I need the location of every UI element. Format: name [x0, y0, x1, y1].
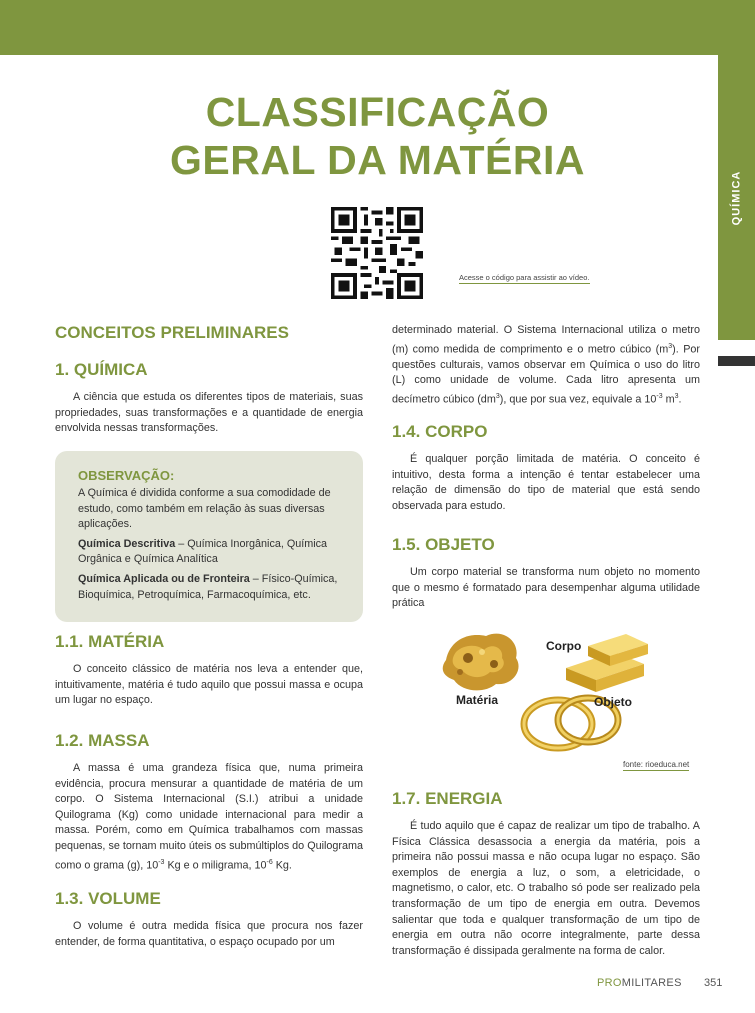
volume-cont-b: ). Por questões culturais, vamos observar em Química o uso do litro (L) como unidade de volume. Cada litro apresenta um decímetro cúbico (dm — [392, 343, 700, 406]
massa-sup-2: -6 — [266, 858, 273, 866]
volume-cont-c: ), que por sua vez, equivale a 10 — [499, 393, 657, 406]
volume-cont-a: determinado material. O Sistema Internacional utiliza o metro (m) como medida de comprimento e o metro cúbico (m — [392, 324, 700, 356]
title-line-2: GERAL DA MATÉRIA — [170, 137, 585, 183]
massa-sup-1: -3 — [158, 858, 165, 866]
heading-conceitos: CONCEITOS PRELIMINARES — [55, 323, 289, 342]
volume-cont-d: m — [662, 393, 675, 406]
heading-materia: 1.1. MATÉRIA — [55, 632, 165, 651]
paragraph-volume: O volume é outra medida física que procura nos fazer entender, de forma quantitativa, o espaço ocupado por um — [55, 920, 363, 948]
heading-massa: 1.2. MASSA — [55, 731, 150, 750]
observation-item-1 — [78, 537, 346, 568]
heading-objeto: 1.5. OBJETO — [392, 535, 495, 554]
term-aplicada: Química Aplicada ou de Fronteira — [78, 572, 250, 585]
heading-corpo: 1.4. CORPO — [392, 422, 488, 441]
gold-nugget-icon — [443, 634, 519, 691]
brand-pro: PRO — [597, 977, 622, 989]
heading-energia: 1.7. ENERGIA — [392, 789, 503, 808]
side-marker — [718, 356, 755, 366]
page-title — [100, 88, 655, 184]
side-tab — [718, 55, 755, 340]
heading-volume: 1.3. VOLUME — [55, 889, 161, 908]
term-descritiva: Química Descritiva — [78, 537, 176, 550]
matter-body-object-illustration — [438, 622, 658, 757]
page-number: 351 — [704, 977, 723, 989]
title-line-1: CLASSIFICAÇÃO — [205, 89, 550, 135]
observation-body — [78, 486, 346, 607]
paragraph-objeto: Um corpo material se transforma num objeto no momento que o mesmo é formatado para desempenhar alguma utilidade prática — [392, 566, 700, 610]
label-corpo: Corpo — [546, 639, 582, 653]
label-materia: Matéria — [456, 693, 499, 707]
paragraph-corpo: É qualquer porção limitada de matéria. O conceito é intuitivo, desta forma a intenção é tentar estabelecer uma relação de dimensão do tipo de material que está sendo observada para estudo. — [392, 453, 700, 512]
volume-sup-m3b: 3 — [674, 392, 679, 400]
observation-box — [55, 451, 363, 622]
massa-text-2: Kg e o miligrama, 10 — [164, 859, 267, 872]
observation-item-2 — [78, 572, 346, 603]
volume-sup-exp: -3 — [656, 392, 663, 400]
desc-aplicada: – Físico-Química, Bioquímica, Petroquímica, Farmacoquímica, etc. — [78, 572, 338, 601]
volume-cont-e: . — [678, 393, 682, 406]
desc-descritiva: – Química Inorgânica, Química Orgânica e Química Analítica — [78, 537, 328, 566]
top-banner — [0, 0, 755, 55]
qr-caption: Acesse o código para assistir ao vídeo. — [459, 273, 590, 282]
label-objeto: Objeto — [594, 695, 632, 709]
massa-text-3: Kg. — [272, 859, 292, 872]
footer-brand — [597, 977, 682, 989]
image-source: fonte: rioeduca.net — [623, 760, 690, 769]
brand-militares: MILITARES — [621, 977, 682, 989]
massa-text-1: A massa é uma grandeza física que, numa primeira evidência, procura mensurar a quantidade de matéria de um corpo. O Sistema Internacional (S.I.) atribui a unidade Quilograma (Kg) como unidade internacional para medir a massa. Porém, como em Química trabalhamos com massas pequenas, se tornam muito úteis os submúltiplos do Quilograma como o grama (g), 10 — [55, 762, 363, 872]
paragraph-quimica: A ciência que estuda os diferentes tipos de materiais, suas propriedades, suas transformações e a quantidade de energia envolvida nessas transformações. — [55, 391, 363, 435]
observation-text: A Química é dividida conforme a sua comodidade de estudo, como também em relação às suas diversas aplicações. — [78, 487, 331, 531]
paragraph-volume-cont — [392, 323, 700, 408]
volume-sup-m3: 3 — [668, 342, 673, 350]
observation-title: OBSERVAÇÃO: — [78, 468, 175, 483]
paragraph-massa — [55, 761, 363, 874]
volume-sup-dm3: 3 — [495, 392, 500, 400]
heading-quimica: 1. QUÍMICA — [55, 360, 148, 379]
paragraph-materia: O conceito clássico de matéria nos leva a entender que, intuitivamente, matéria é tudo aquilo que possui massa e ocupa um lugar no espaço. — [55, 663, 363, 707]
paragraph-energia: É tudo aquilo que é capaz de realizar um tipo de trabalho. A Física Clássica desassocia a energia da matéria, pois a primeira não possui massa e não ocupa lugar no espaço. São exemplos de energia a luz, o som, a eletricidade, o magnetismo, o calor, etc. O trabalho só pode ser realizado pela transformação de um tipo de energia em outra. Devemos salientar que toda e qualquer transformação de um tipo de energia em outra não ocorre integralmente, parte dessa transformação é dissipada geralmente na forma de calor. — [392, 820, 700, 957]
qr-code-icon[interactable] — [331, 207, 423, 299]
side-tab-label: QUÍMICA — [730, 170, 743, 225]
